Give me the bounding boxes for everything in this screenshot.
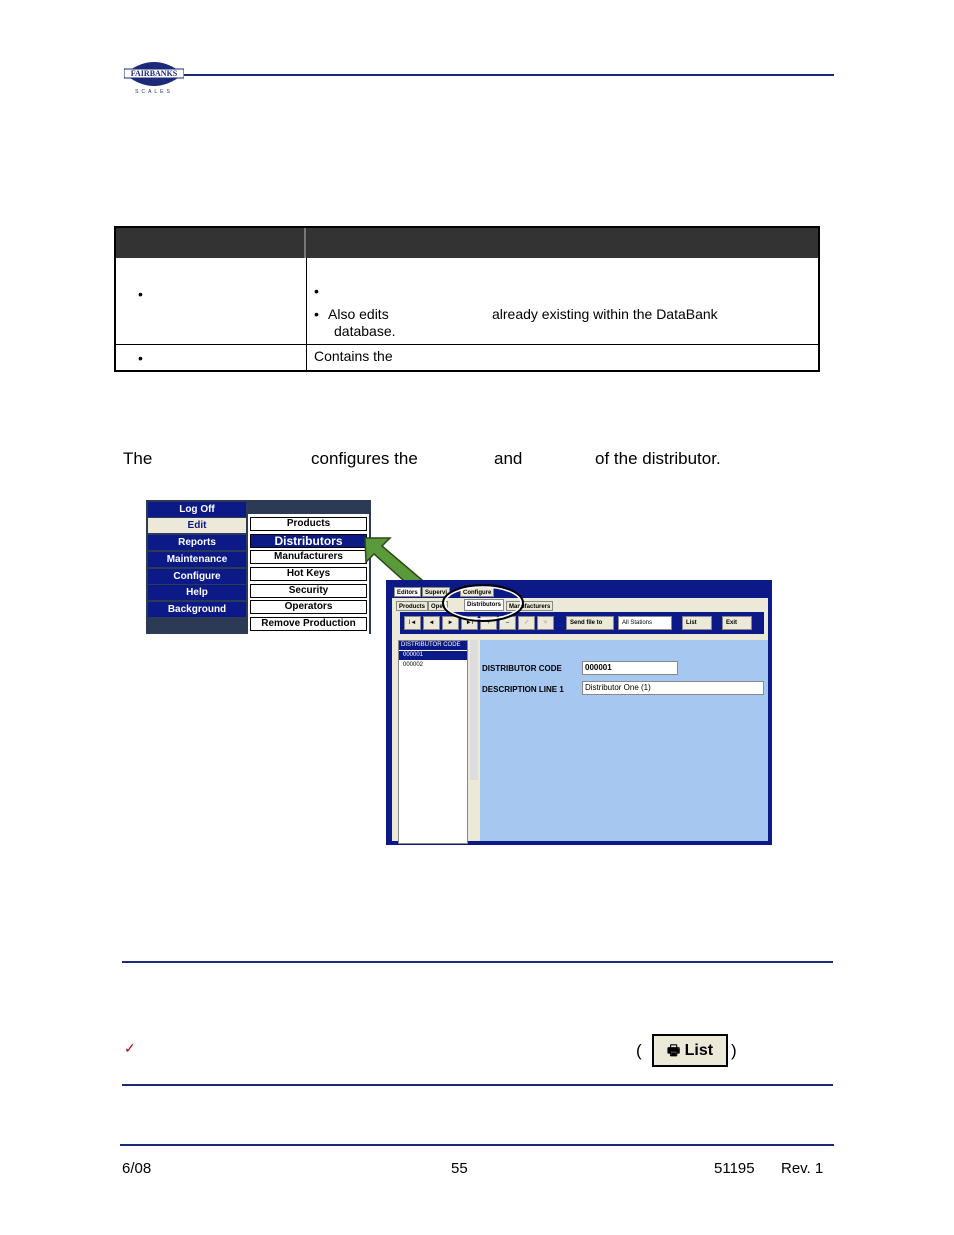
code-field[interactable]: 000001 — [582, 661, 678, 675]
paren-close: ) — [731, 1041, 737, 1060]
logo-brand: FAIRBANKS — [130, 69, 178, 78]
submenu-security[interactable]: Security — [250, 584, 367, 598]
submenu-operators[interactable]: Operators — [250, 600, 367, 614]
subtab-distributors[interactable]: Distributors — [464, 599, 504, 611]
menu-edit[interactable]: Edit — [148, 518, 246, 533]
checkmark-icon: ✓ — [124, 1040, 136, 1056]
submenu-hot-keys[interactable]: Hot Keys — [250, 567, 367, 581]
menu-reports[interactable]: Reports — [148, 535, 246, 550]
note-rule-bottom — [122, 1084, 833, 1086]
footer-doc: 51195 — [714, 1160, 755, 1177]
last-record-button[interactable]: ►I — [461, 616, 478, 630]
description-field[interactable]: Distributor One (1) — [582, 681, 764, 695]
submenu-manufacturers[interactable]: Manufacturers — [250, 550, 367, 564]
list-button[interactable]: List — [682, 616, 712, 630]
table-text: Contains the — [314, 348, 393, 364]
table-text: Also edits — [328, 306, 389, 322]
tab-configure[interactable]: Configure — [460, 587, 494, 597]
logo-sub: SCALES — [135, 89, 173, 95]
menu-configure[interactable]: Configure — [148, 569, 246, 584]
tab-supervisor[interactable]: Supervi — [422, 587, 450, 597]
exit-button[interactable]: Exit — [722, 616, 752, 630]
bullet: • — [314, 306, 319, 322]
subtab-manufacturers[interactable]: Manufacturers — [506, 601, 553, 611]
subtab-products[interactable]: Products — [396, 601, 428, 611]
prev-record-button[interactable]: ◄ — [423, 616, 440, 630]
submenu-distributors[interactable]: Distributors — [250, 534, 367, 548]
note-rule-top — [122, 961, 833, 963]
footer-page: 55 — [451, 1160, 468, 1177]
description-label: DESCRIPTION LINE 1 — [482, 685, 564, 694]
distributor-form — [480, 640, 768, 841]
next-record-button[interactable]: ► — [442, 616, 459, 630]
table-header — [116, 228, 818, 258]
code-label: DISTRIBUTOR CODE — [482, 664, 562, 673]
menu-background[interactable]: Background — [148, 602, 246, 617]
submenu-products[interactable]: Products — [250, 517, 367, 531]
bullet: • — [138, 350, 143, 366]
submenu-remove-production[interactable]: Remove Production — [250, 617, 367, 631]
bullet: • — [138, 286, 143, 302]
feature-table — [114, 226, 820, 372]
list-scrollbar[interactable] — [470, 640, 478, 780]
menu-maintenance[interactable]: Maintenance — [148, 552, 246, 567]
station-select[interactable]: All Stations — [618, 616, 672, 630]
para-word: The — [123, 449, 153, 468]
list-header: DISTRIBUTOR CODE — [399, 641, 467, 650]
delete-record-button[interactable]: – — [499, 616, 516, 630]
table-text: database. — [334, 323, 396, 339]
editor-panel — [392, 598, 768, 841]
tab-editors[interactable]: Editors — [394, 587, 421, 597]
edit-menu-screenshot — [146, 500, 371, 634]
table-text: already existing within the DataBank — [492, 306, 718, 322]
printer-icon: 🖶 — [666, 1042, 681, 1058]
menu-help[interactable]: Help — [148, 585, 246, 600]
bullet: • — [314, 283, 319, 299]
distributor-list — [398, 640, 468, 844]
fairbanks-logo — [124, 56, 184, 98]
first-record-button[interactable]: I◄ — [404, 616, 421, 630]
menu-log-off[interactable]: Log Off — [148, 502, 246, 517]
send-file-button[interactable]: Send file to — [566, 616, 614, 630]
para-word: and — [494, 449, 523, 468]
list-row[interactable]: 000002 — [403, 662, 424, 668]
list-button-image — [652, 1034, 728, 1067]
para-word: of the distributor. — [595, 449, 721, 468]
header-rule — [184, 74, 834, 76]
para-word: configures the — [311, 449, 418, 468]
footer-rule — [120, 1144, 834, 1146]
footer-date: 6/08 — [122, 1160, 152, 1177]
edit-submenu — [248, 514, 369, 634]
list-row[interactable]: 000001 — [399, 651, 467, 660]
paren-open: ( — [636, 1041, 642, 1060]
highlight-ellipse — [440, 582, 526, 624]
add-record-button[interactable]: + — [480, 616, 497, 630]
list-button-label: List — [684, 1042, 714, 1059]
post-record-button[interactable]: ✓ — [518, 616, 535, 630]
subtab-operators[interactable]: Oper — [428, 601, 448, 611]
footer-rev: Rev. 1 — [781, 1160, 824, 1177]
cancel-record-button[interactable]: × — [537, 616, 554, 630]
